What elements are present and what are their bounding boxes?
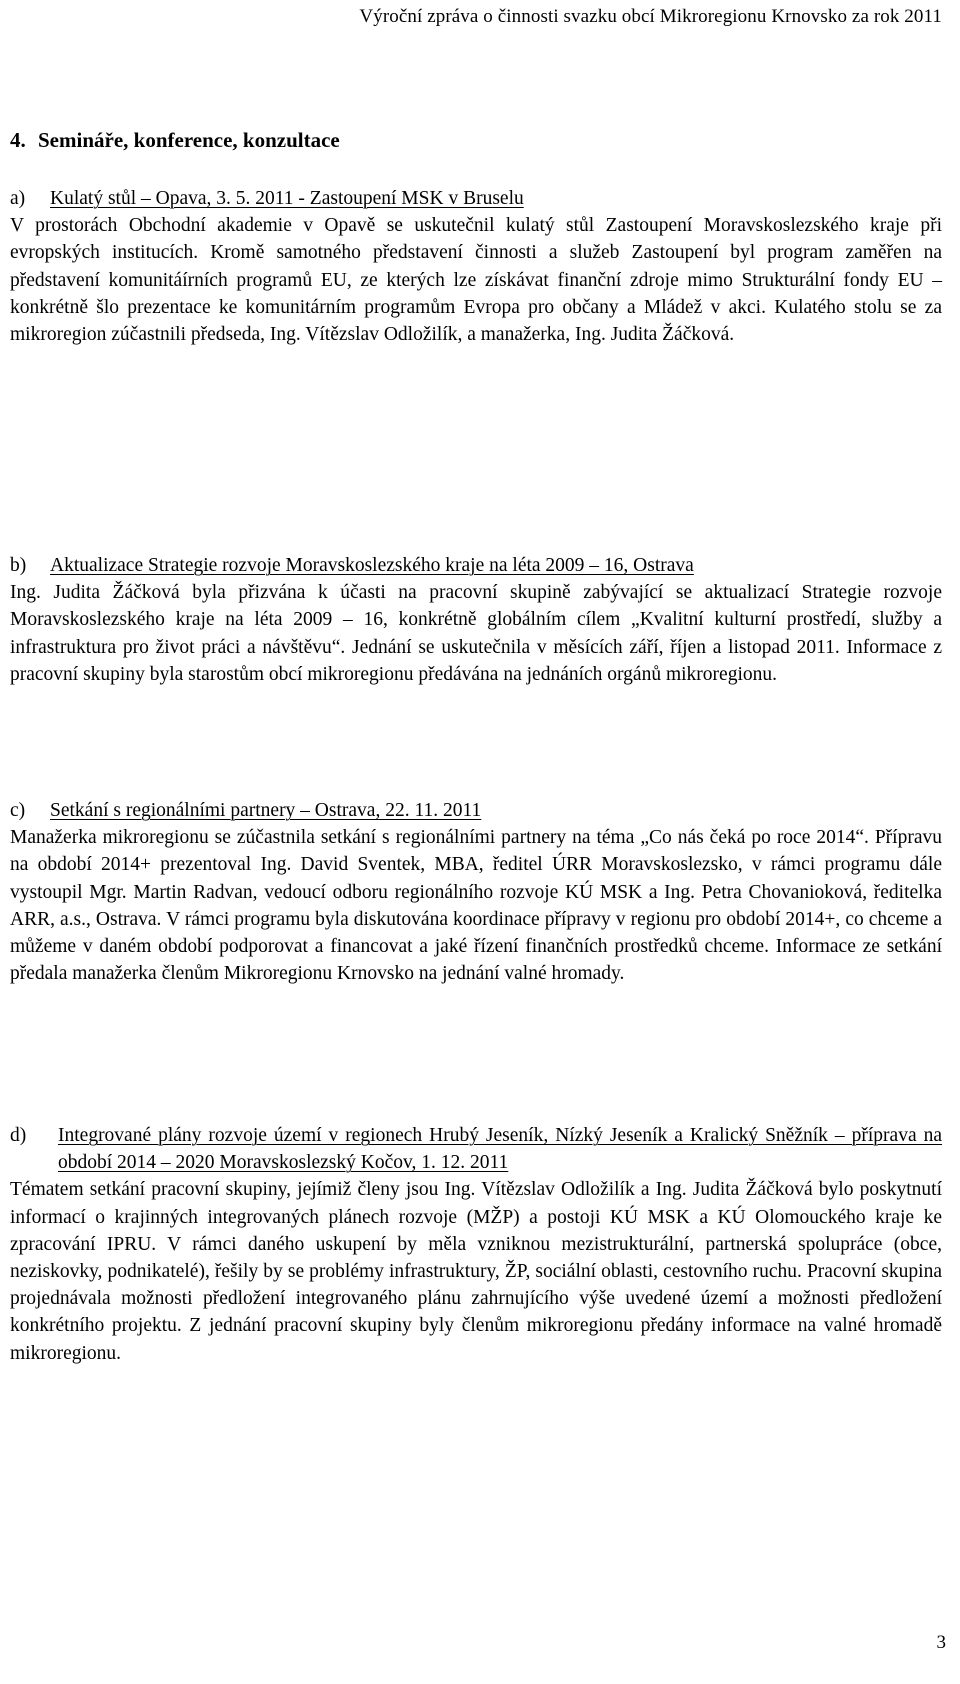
- section-heading: [10, 128, 340, 153]
- item-a-letter: a): [10, 188, 26, 209]
- item-b-title: Aktualizace Strategie rozvoje Moravskoslezského kraje na léta 2009 – 16, Ostrava: [50, 555, 694, 576]
- item-a: [10, 185, 942, 348]
- item-d-title: Integrované plány rozvoje území v regionech Hrubý Jeseník, Nízký Jeseník a Kralický Sněžník – příprava na období 2014 – 2020 Moravskoslezský Kočov, 1. 12. 2011: [58, 1125, 942, 1174]
- running-header: Výroční zpráva o činnosti svazku obcí Mikroregionu Krnovsko za rok 2011: [359, 6, 942, 27]
- item-d-title-line: [10, 1122, 942, 1176]
- item-c-title: Setkání s regionálními partnery – Ostrava, 22. 11. 2011: [50, 800, 482, 821]
- item-a-title-line: [10, 185, 942, 212]
- item-c-title-line: [10, 797, 942, 824]
- item-a-title: Kulatý stůl – Opava, 3. 5. 2011 - Zastoupení MSK v Bruselu: [50, 188, 524, 209]
- page-number: 3: [936, 1632, 946, 1653]
- item-a-body: V prostorách Obchodní akademie v Opavě se uskutečnil kulatý stůl Zastoupení Moravskoslezského kraje při evropských institucích. Kromě samotného představení činnosti a služeb Zastoupení byl program zaměřen na představení komunitáírních programů EU, ze kterých lze získávat finanční zdroje mimo Strukturální fondy EU – konkrétně šlo prezentace ke komunitárním programům Evropa pro občany a Mládež v akci. Kulatého stolu se za mikroregion zúčastnili předseda, Ing. Vítězslav Odložilík, a manažerka, Ing. Judita Žáčková.: [10, 215, 942, 346]
- item-d: [10, 1122, 942, 1367]
- item-b-title-line: [10, 552, 942, 579]
- item-c-letter: c): [10, 800, 26, 821]
- section-title: Semináře, konference, konzultace: [38, 128, 340, 152]
- section-number: 4.: [10, 128, 26, 152]
- item-d-letter: d): [10, 1125, 27, 1146]
- item-c-body: Manažerka mikroregionu se zúčastnila setkání s regionálními partnery na téma „Co nás čeká po roce 2014“. Přípravu na období 2014+ prezentoval Ing. David Sventek, MBA, ředitel ÚRR Moravskoslezsko, v rámci programu dále vystoupil Mgr. Martin Radvan, vedoucí odboru regionálního rozvoje KÚ MSK a Ing. Petra Chovanioková, ředitelka ARR, a.s., Ostrava. V rámci programu byla diskutována koordinace přípravy v regionu pro období 2014+, co chceme a můžeme v daném období podporovat a financovat a jaké řízení finančních prostředků chceme. Informace ze setkání předala manažerka členům Mikroregionu Krnovsko na jednání valné hromady.: [10, 827, 942, 985]
- item-b-letter: b): [10, 555, 27, 576]
- item-b-body: Ing. Judita Žáčková byla přizvána k účasti na pracovní skupině zabývající se aktualizací Strategie rozvoje Moravskoslezského kraje na léta 2009 – 16, konkrétně globálním cílem „Kvalitní kulturní prostředí, služby a infrastruktura pro život práci a návštěvu“. Jednání se uskutečnila v měsících září, říjen a listopad 2011. Informace z pracovní skupiny byla starostům obcí mikroregionu předávána na jednáních orgánů mikroregionu.: [10, 582, 942, 685]
- item-b: [10, 552, 942, 688]
- item-d-body: Tématem setkání pracovní skupiny, jejímiž členy jsou Ing. Vítězslav Odložilík a Ing. Judita Žáčková bylo poskytnutí informací o krajinných integrovaných plánech rozvoje (MŽP) a postoji KÚ MSK a KÚ Olomouckého kraje ke zpracování IPRU. V rámci daného uskupení by měla vzniknou mezistrukturální, partnerská spolupráce (obce, neziskovky, podnikatelé), řešily by se problémy infrastruktury, ŽP, sociální oblasti, cestovního ruchu. Pracovní skupina projednávala možnosti předložení integrovaného plánu zahrnujícího výše uvedené území a možnosti předložení konkrétního projektu. Z jednání pracovní skupiny byly členům mikroregionu předány informace na valné hromadě mikroregionu.: [10, 1179, 942, 1364]
- item-c: [10, 797, 942, 987]
